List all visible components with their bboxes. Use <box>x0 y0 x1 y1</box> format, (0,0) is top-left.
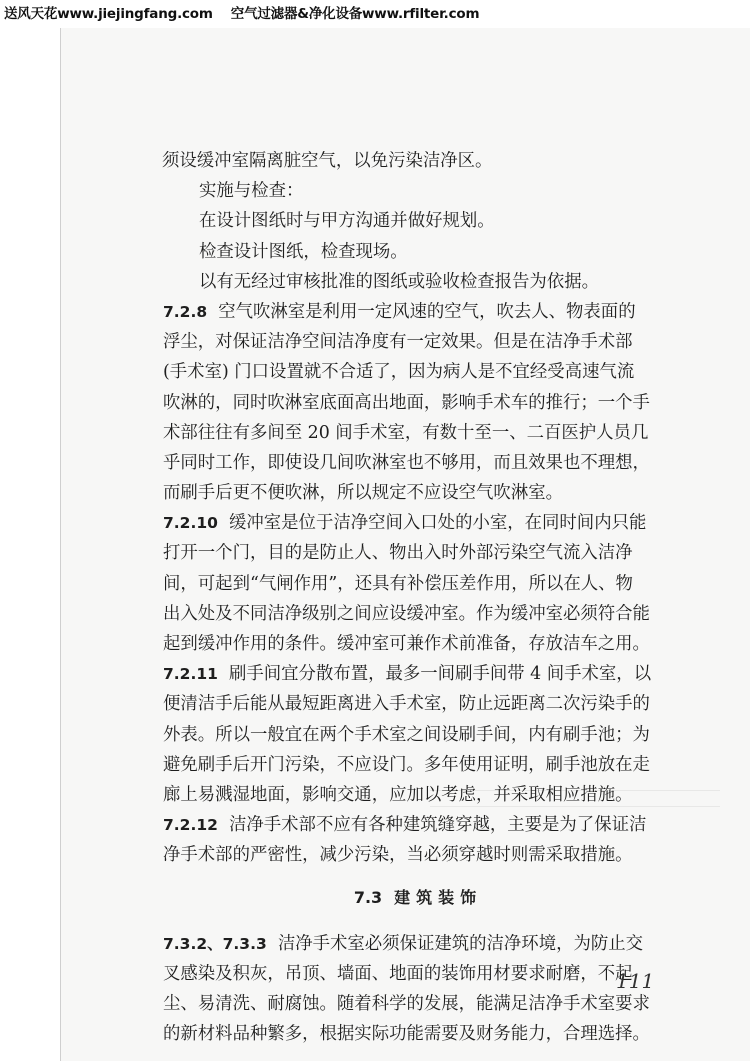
clause-7-2-12 <box>163 810 673 840</box>
section-number: 7.3 <box>353 887 383 907</box>
paragraph-line: 而刷手后更不便吹淋，所以规定不应设空气吹淋室。 <box>163 483 563 504</box>
paragraph-line: 便清洁手后能从最短距离进入手术室，防止远距离二次污染手的 <box>163 694 650 715</box>
clause-text: 缓冲室是位于洁净空间入口处的小室，在同时间内只能 <box>228 513 647 534</box>
clause-number: 7.2.10 <box>163 514 218 533</box>
paragraph-line: 乎同时工作，即使设几间吹淋室也不够用，而且效果也不理想， <box>163 452 650 473</box>
paragraph-line: 浮尘，对保证洁净空间洁净度有一定效果。但是在洁净手术部 <box>163 332 633 353</box>
page-edge <box>60 28 61 1061</box>
clause-7-3-2-7-3-3 <box>163 929 673 959</box>
watermark-left: 送风天花www.jiejingfang.com <box>4 6 213 22</box>
clause-text: 刷手间宜分散布置，最多一间刷手间带 4 间手术室，以 <box>228 664 652 685</box>
paragraph-line: 以有无经过审核批准的图纸或验收检查报告为依据。 <box>199 271 599 292</box>
paragraph-line: 间，可起到“气闸作用”，还具有补偿压差作用，所以在人、物 <box>163 573 633 594</box>
paragraph-line: 在设计图纸时与甲方沟通并做好规划。 <box>199 211 495 232</box>
paragraph-line: 避免刷手后开门污染，不应设门。多年使用证明，刷手池放在走 <box>163 754 650 775</box>
paragraph-line: 净手术部的严密性，减少污染，当必须穿越时则需采取措施。 <box>163 845 633 866</box>
paragraph-line: 的新材料品种繁多，根据实际功能需要及财务能力，合理选择。 <box>163 1024 650 1045</box>
clause-number: 7.2.12 <box>163 816 218 835</box>
paragraph-line: 起到缓冲作用的条件。缓冲室可兼作术前准备，存放洁车之用。 <box>163 634 650 654</box>
paragraph-line: 须设缓冲室隔离脏空气，以免污染洁净区。 <box>162 151 493 171</box>
clause-7-2-8 <box>163 297 673 327</box>
watermark-right: 空气过滤器&净化设备www.rfilter.com <box>230 6 480 22</box>
clause-text: 洁净手术部不应有各种建筑缝穿越，主要是为了保证洁 <box>228 815 647 836</box>
section-heading <box>163 871 673 929</box>
paragraph-line: 检查设计图纸，检查现场。 <box>199 241 408 262</box>
clause-7-2-11 <box>163 659 673 689</box>
paragraph-line: 吹淋的，同时吹淋室底面高出地面，影响手术车的推行；一个手 <box>163 392 650 413</box>
body-text <box>163 146 673 1049</box>
clause-text: 空气吹淋室是利用一定风速的空气，吹去人、物表面的 <box>218 301 636 322</box>
paragraph-line: 尘、易清洗、耐腐蚀。随着科学的发展，能满足洁净手术室要求 <box>163 993 650 1014</box>
clause-7-2-10 <box>163 508 673 538</box>
paragraph-line: 出入处及不同洁净级别之间应设缓冲室。作为缓冲室必须符合能 <box>163 603 650 624</box>
paragraph-line: 打开一个门，目的是防止人、物出入时外部污染空气流入洁净 <box>163 543 633 564</box>
paragraph-line: 叉感染及积灰，吊顶、墙面、地面的装饰用材要求耐磨，不起 <box>163 963 633 984</box>
paragraph-line: 廊上易溅湿地面，影响交通，应加以考虑，并采取相应措施。 <box>163 784 633 805</box>
clause-number: 7.2.11 <box>163 665 218 684</box>
paragraph-line: 外表。所以一般宜在两个手术室之间设刷手间，内有刷手池；为 <box>163 724 650 745</box>
paragraph-line: 术部往往有多间至 20 间手术室，有数十至一、二百医护人员几 <box>163 422 649 443</box>
page-number: 111 <box>616 969 655 993</box>
section-title: 建筑装饰 <box>394 887 483 907</box>
clause-number: 7.3.2、7.3.3 <box>163 934 267 953</box>
paragraph-line: (手术室) 门口设置就不合适了，因为病人是不宜经受高速气流 <box>163 362 635 383</box>
clause-text: 洁净手术室必须保证建筑的洁净环境，为防止交 <box>277 933 644 954</box>
paragraph-line: 实施与检查： <box>199 181 304 202</box>
clause-number: 7.2.8 <box>163 302 208 321</box>
watermark-header <box>4 2 479 22</box>
